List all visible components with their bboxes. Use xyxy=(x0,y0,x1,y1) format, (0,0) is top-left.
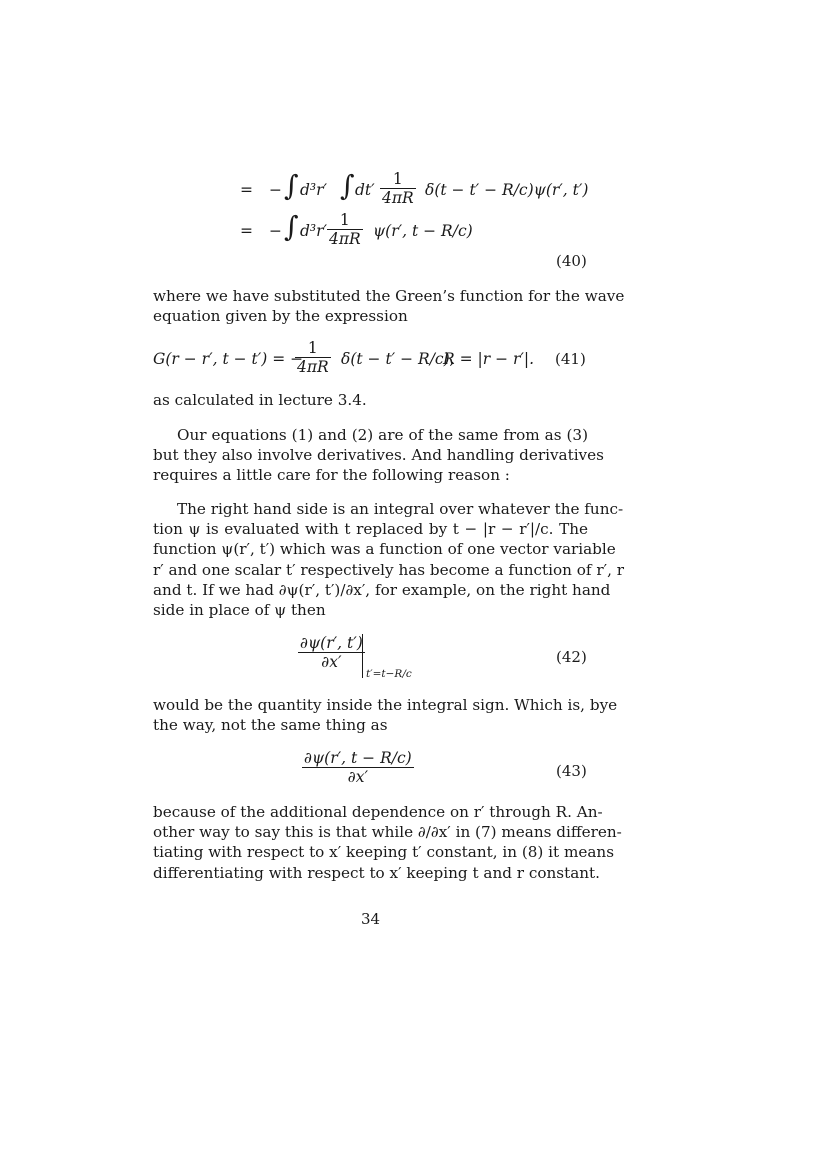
paragraph-line: where we have substituted the Green’s function for the wave xyxy=(153,287,625,305)
eq42-denominator: ∂x′ xyxy=(321,653,342,671)
eq40-line1-d3r: d³r′ xyxy=(300,181,328,199)
eq40-line2-d3r: d³r′ xyxy=(300,222,328,240)
paragraph-line: tion ψ is evaluated with t replaced by t − |r − r′|/c. The xyxy=(153,520,588,539)
paragraph-line: equation given by the expression xyxy=(153,307,408,326)
equation-41 xyxy=(153,339,589,379)
eq43-denominator: ∂x′ xyxy=(347,768,368,786)
eq40-line2-denominator: 4πR xyxy=(329,230,361,248)
eq42-evaluation-bar xyxy=(362,634,363,678)
paragraph-line: other way to say this is that while ∂/∂x′ in (7) means differen- xyxy=(153,823,622,842)
eq40-line1-minus: − xyxy=(269,181,282,199)
eq40-line1-equals: = xyxy=(240,181,253,199)
paragraph-line: because of the additional dependence on r′ through R. An- xyxy=(153,803,603,821)
eq41-numerator: 1 xyxy=(295,339,331,358)
eq40-line1-denominator: 4πR xyxy=(382,189,414,207)
eq41-fraction xyxy=(295,339,331,377)
paragraph-line: requires a little care for the following reason : xyxy=(153,466,510,485)
eq40-line2-numerator: 1 xyxy=(327,211,363,230)
paragraph-additional-dependence xyxy=(153,802,622,883)
eq42-numerator: ∂ψ(r′, t′) xyxy=(300,634,363,652)
eq40-line2-equals: = xyxy=(240,222,253,240)
paragraph-right-hand-side xyxy=(153,499,624,620)
paragraph-line: r′ and one scalar t′ respectively has become a function of r′, r xyxy=(153,560,624,579)
eq40-line1-rest: δ(t − t′ − R/c)ψ(r′, t′) xyxy=(425,181,589,199)
paragraph-line: side in place of ψ then xyxy=(153,600,326,619)
eq41-rhs: δ(t − t′ − R/c), xyxy=(341,350,455,368)
paragraph-derivatives xyxy=(153,425,604,486)
eq41-denominator: 4πR xyxy=(297,358,329,376)
eq40-line1-integral-2: ∫ xyxy=(340,169,355,202)
eq43-numerator: ∂ψ(r′, t − R/c) xyxy=(304,749,412,767)
eq40-line2-integral: ∫ xyxy=(284,210,299,243)
paragraph-quantity-inside xyxy=(153,695,618,735)
equation-number-41: (41) xyxy=(555,350,586,368)
paragraph-line: as calculated in lecture 3.4. xyxy=(153,391,367,409)
eq42-fraction xyxy=(298,634,365,672)
paragraph-line: the way, not the same thing as xyxy=(153,716,388,735)
page-number: 34 xyxy=(361,910,381,928)
paragraph-line: would be the quantity inside the integral sign. Which is, bye xyxy=(153,696,618,714)
eq40-line1-integral-1: ∫ xyxy=(284,169,299,202)
paragraph-line: and t. If we had ∂ψ(r′, t′)/∂x′, for example, on the right hand xyxy=(153,580,611,599)
eq40-line1-dt: dt′ xyxy=(355,181,375,199)
paragraph-line: but they also involve derivatives. And handling derivatives xyxy=(153,446,604,465)
equation-number-43: (43) xyxy=(556,762,587,780)
eq43-fraction xyxy=(302,749,414,787)
paragraph-greens-function-intro xyxy=(153,286,625,326)
paragraph-line: differentiating with respect to x′ keeping t and r constant. xyxy=(153,863,600,882)
equation-number-42: (42) xyxy=(556,648,587,666)
paragraph-line: Our equations (1) and (2) are of the same from as (3) xyxy=(177,426,588,444)
eq40-line1-fraction xyxy=(380,170,416,208)
eq41-r-definition: R = |r − r′|. xyxy=(443,350,535,368)
eq42-subscript: t′=t−R/c xyxy=(366,668,412,680)
eq40-line2-rest: ψ(r′, t − R/c) xyxy=(373,222,473,240)
paragraph-line: The right hand side is an integral over whatever the func- xyxy=(177,500,624,518)
eq41-lhs: G(r − r′, t − t′) = − xyxy=(153,350,304,368)
paragraph-line: function ψ(r′, t′) which was a function of one vector variable xyxy=(153,540,616,559)
paragraph-line: tiating with respect to x′ keeping t′ constant, in (8) it means xyxy=(153,843,614,862)
equation-number-40: (40) xyxy=(556,252,587,270)
eq40-line1-numerator: 1 xyxy=(380,170,416,189)
paragraph-lecture-reference xyxy=(153,390,588,410)
eq40-line2-fraction xyxy=(327,211,363,249)
eq40-line2-minus: − xyxy=(269,222,282,240)
